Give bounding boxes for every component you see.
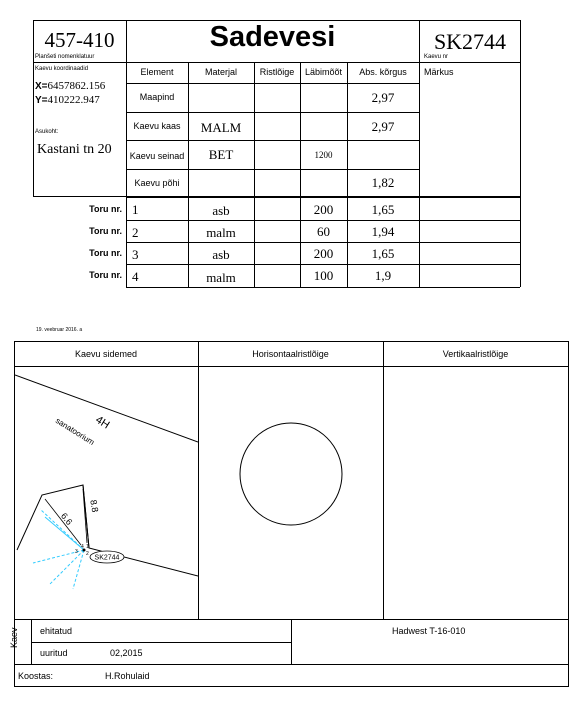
building-name: sanatoorium [53,416,97,448]
manhole-type: Hadwest T-16-010 [392,626,466,636]
table-row-height: 1,82 [371,175,395,190]
col-header-section: Ristlõige [259,67,295,77]
connections-sketch [15,367,198,619]
table-row-element: Kaevu kaas [133,121,181,131]
pipe-material: asb [212,203,230,218]
pipe-label: Toru nr. [89,270,122,280]
panel-title-connections: Kaevu sidemed [74,349,138,359]
pipe-number-label: 2 [86,551,89,557]
table-row-material: BET [208,147,234,162]
table-row-element: Maapind [139,92,175,102]
built-label: ehitatud [40,626,73,636]
pipe-height: 1,65 [371,246,395,261]
measured-value: 02,2015 [110,648,143,658]
pipe-diameter: 60 [317,224,330,239]
pipe-number: 1 [132,202,139,217]
author-name: H.Rohulaid [105,671,150,681]
author-label: Koostas: [18,671,54,681]
pipe-label: Toru nr. [89,204,122,214]
pipe-diameter: 200 [313,246,334,261]
y-value: 410222.947 [47,94,100,106]
well-circle [240,423,342,525]
y-label: Y= [35,95,48,106]
address: Kastani tn 20 [37,142,112,157]
building-label: 4H [93,413,112,432]
pipe-material: malm [206,270,236,285]
pipe-diameter: 200 [313,202,334,217]
panel-title-vertical: Vertikaalristlõige [442,349,509,359]
pipe-material: malm [206,225,236,240]
date-note: 19. veebruar 2016. a [36,327,83,333]
col-header-element: Element [140,67,174,77]
table-row-material: MALM [200,120,242,135]
pipe-height: 1,65 [371,202,395,217]
well-number: SK2744 [433,29,507,54]
x-label: X= [35,81,48,92]
pipe-height: 1,94 [371,224,395,239]
nomenclature-number: 457-410 [44,28,115,52]
pipe-number-label: 4 [81,544,84,550]
col-header-material: Materjal [204,67,237,77]
y-coordinate [35,94,100,106]
page-title: Sadevesi [209,21,336,53]
building-edge [17,485,89,550]
pipe-height: 1,9 [374,268,392,283]
panel-title-horizontal: Horisontaalristlõige [252,349,329,359]
pipe-number: 4 [132,269,139,284]
dimension-b: 8.8 [88,498,101,514]
pipe-number: 2 [132,225,139,240]
dimension-a: 6.6 [58,510,75,527]
measured-label: uuritud [40,648,68,658]
col-header-height: Abs. kõrgus [359,67,407,77]
table-row-height: 2,97 [371,119,395,134]
building-edge [15,375,198,442]
pipe-diameter: 100 [313,268,334,283]
well-side-label: Kaev [9,627,19,648]
well-number-label: Kaevu nr [424,54,449,60]
horizontal-section [199,367,383,619]
pipe-label: Toru nr. [89,226,122,236]
x-value: 6457862.156 [47,80,106,92]
pipe-material: asb [212,247,230,262]
table-row-height: 2,97 [371,90,395,105]
col-header-diameter: Läbimõõt [304,67,343,77]
coords-label: Kaevu koordinaadid [35,66,89,72]
address-label: Asukoht: [35,129,59,135]
table-row-diameter: 1200 [314,150,333,160]
nomenclature-label: Planšeti nomenklatuur [35,54,95,60]
table-row-element: Kaevu seinad [129,151,185,161]
col-header-notes: Märkus [424,67,454,77]
well-tag: SK2744 [94,554,120,562]
pipe-number-label: 3 [75,549,78,555]
pipe-number-label: 1 [86,544,89,550]
pipe-label: Toru nr. [89,248,122,258]
x-coordinate [35,80,105,92]
pipe-number: 3 [132,247,139,262]
table-row-element: Kaevu põhi [134,178,180,188]
